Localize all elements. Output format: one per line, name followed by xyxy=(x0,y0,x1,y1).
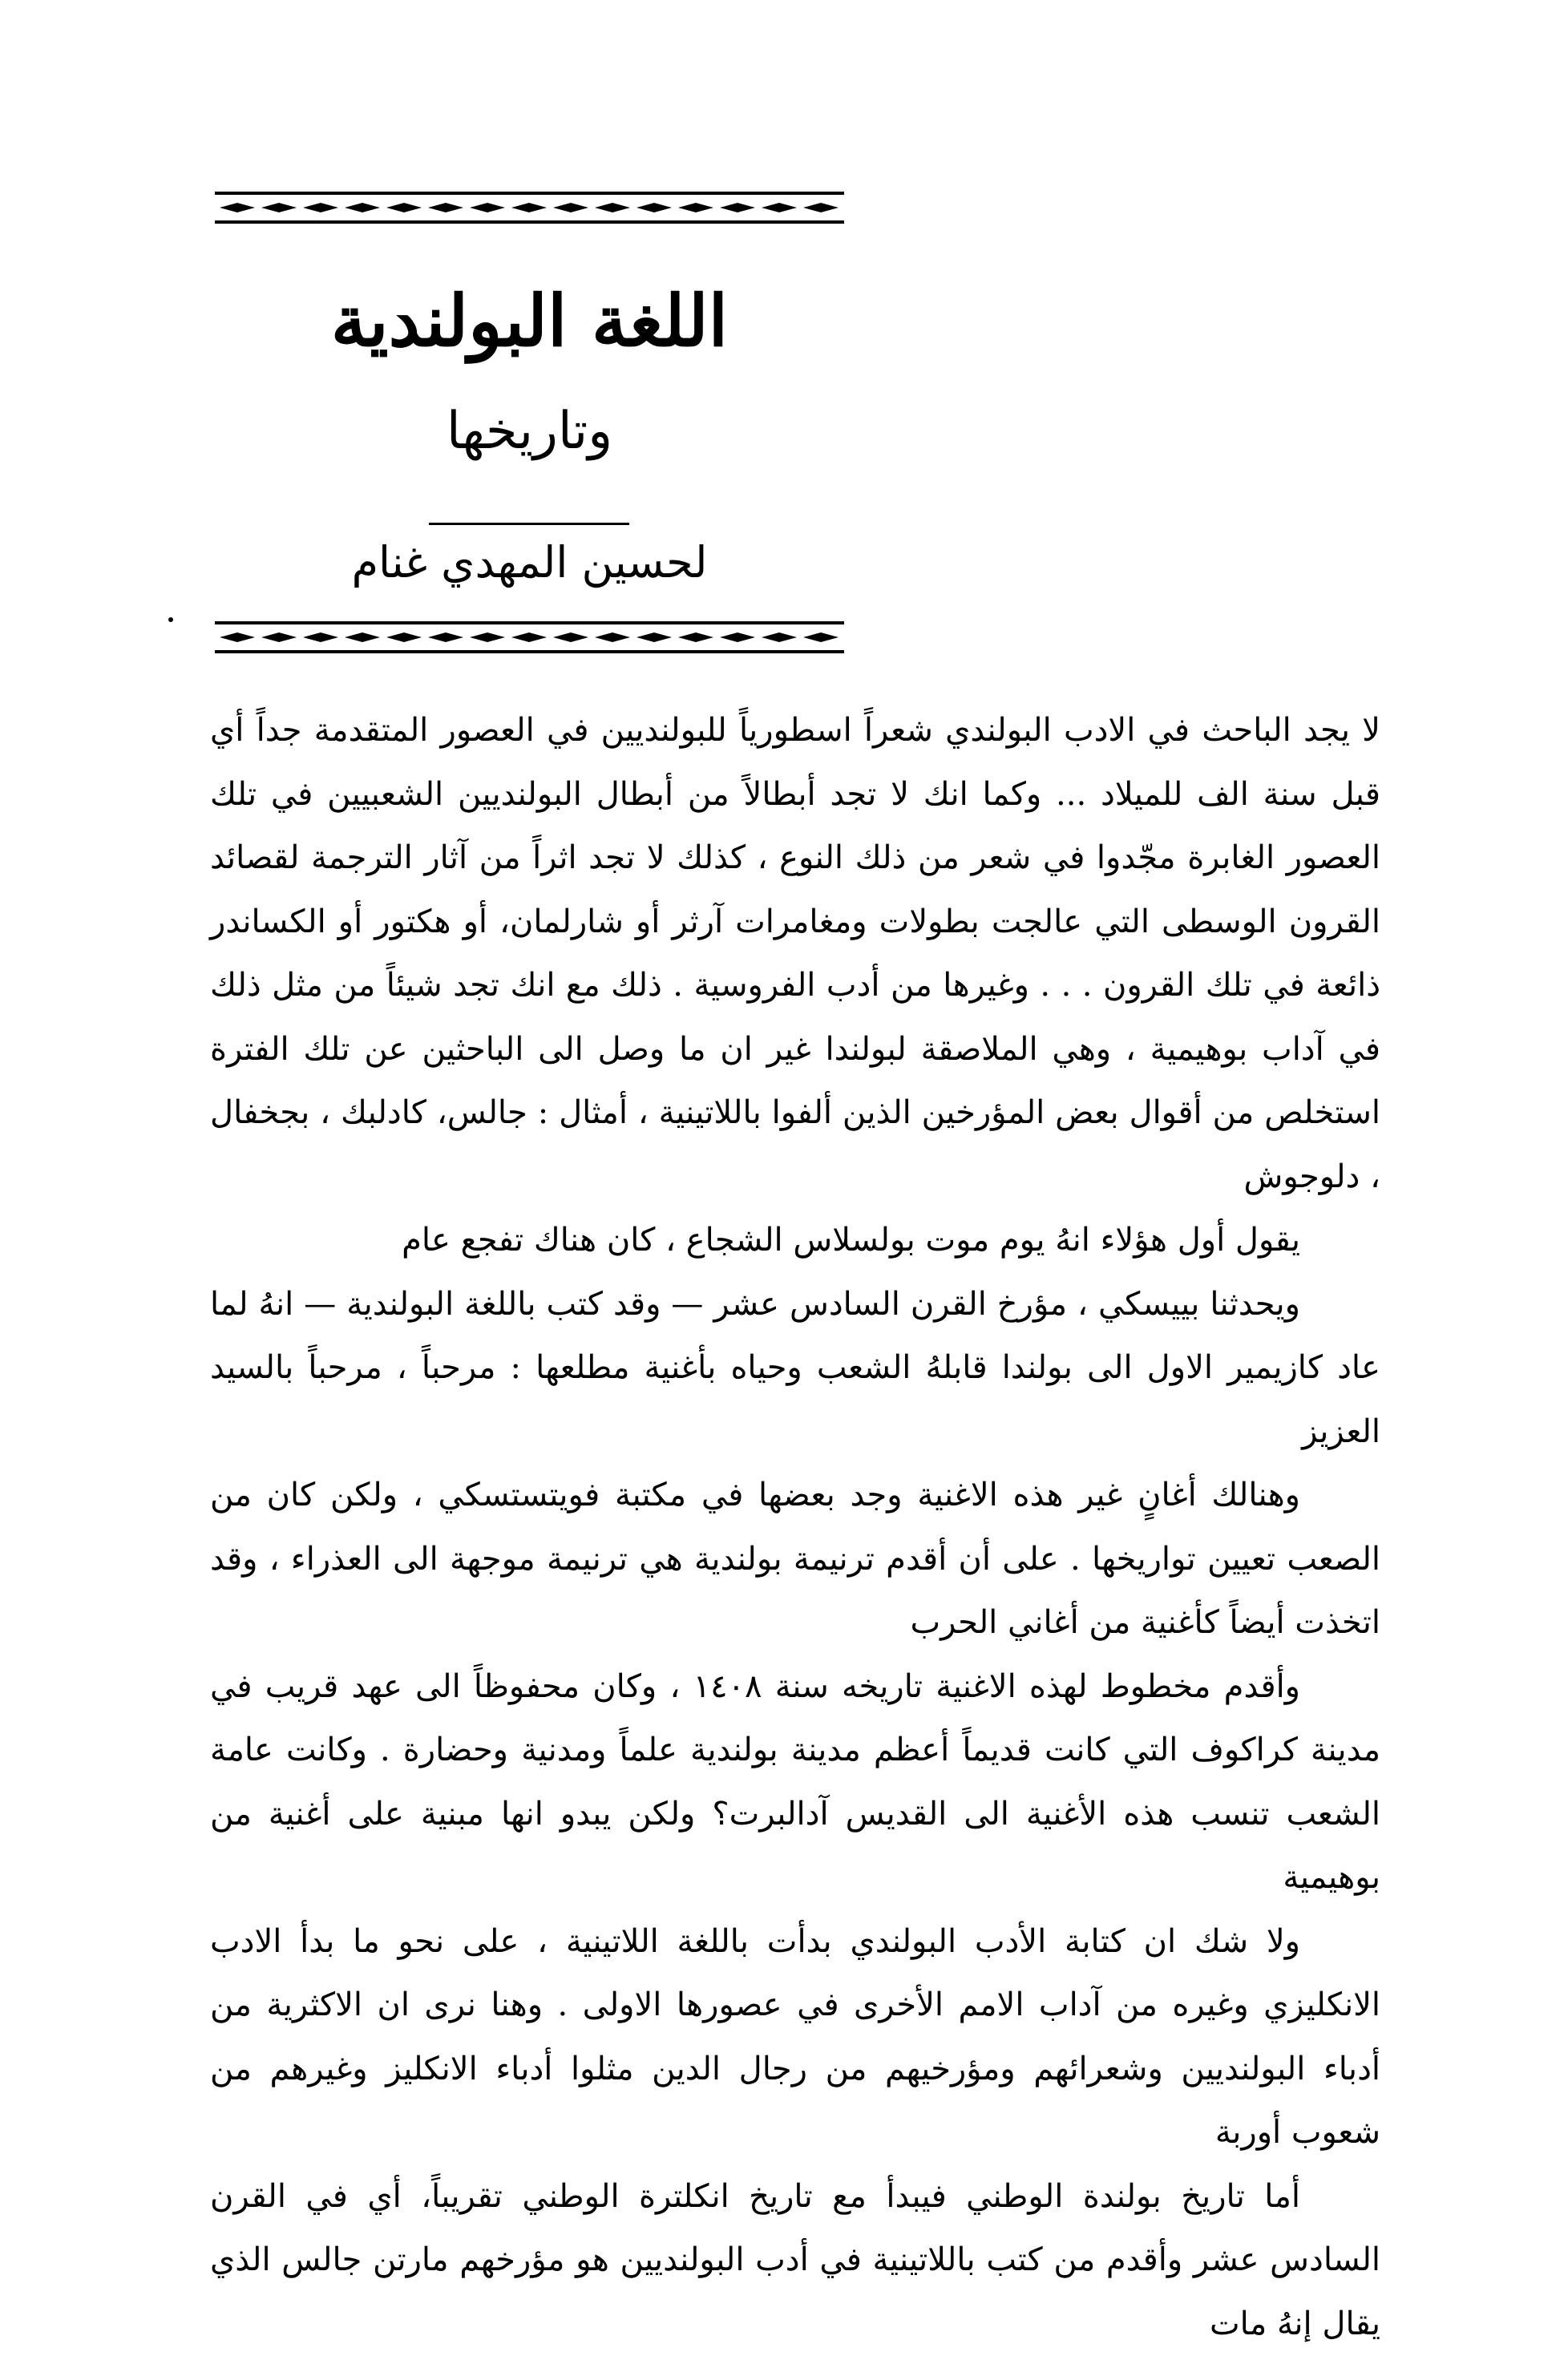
ornament-diamond xyxy=(470,203,505,212)
ornament-diamond xyxy=(345,632,380,642)
ornament-diamond xyxy=(428,632,463,642)
ornament-diamond xyxy=(595,632,630,642)
ornament-diamond xyxy=(762,632,797,642)
ornament-diamond xyxy=(720,632,755,642)
top-ornament-border xyxy=(215,189,844,226)
ornament-diamond xyxy=(511,632,547,642)
ornament-diamond xyxy=(386,203,422,212)
body-paragraph: ويحدثنا بييسكي ، مؤرخ القرن السادس عشر — وقد كتب باللغة البولندية — انهُ لما عاد كازيمير الاول الى بولندا قابلهُ الشعب وحياه بأغنية مطلعها : مرحباً ، مرحباً بالسيد العزيز xyxy=(210,1273,1380,1465)
ornament-diamond xyxy=(428,203,463,212)
body-paragraph: لا يجد الباحث في الادب البولندي شعراً اسطورياً للبولنديين في العصور المتقدمة جداً أي قبل سنة الف للميلاد ... وكما انك لا تجد أبطالاً من أبطال البولنديين الشعبيين في تلك العصور الغابرة مجّدوا في شعر من ذلك النوع ، كذلك لا تجد اثراً من آثار الترجمة لقصائد القرون الوسطى التي عالجت بطولات ومغامرات آرثر أو شارلمان، أو هكتور أو الكساندر ذائعة في تلك القرون . . . وغيرها من أدب الفروسية . ذلك مع انك تجد شيئاً من مثل ذلك في آداب بوهيمية ، وهي الملاصقة لبولندا غير ان ما وصل الى الباحثين عن تلك الفترة استخلص من أقوال بعض المؤرخين الذين ألفوا باللاتينية ، أمثال : جالس، كادلبك ، بجخفال ، دلوجوش xyxy=(210,699,1380,1209)
ornament-diamond xyxy=(220,632,255,642)
body-paragraph: وهنالك أغانٍ غير هذه الاغنية وجد بعضها في مكتبة فويتستسكي ، ولكن كان من الصعب تعيين تواريخها . على أن أقدم ترنيمة بولندية هي ترنيمة موجهة الى العذراء ، وقد اتخذت أيضاً كأغنية من أغاني الحرب xyxy=(210,1464,1380,1655)
ornament-diamond xyxy=(636,632,672,642)
ornament-diamond xyxy=(261,632,297,642)
article-subtitle: وتاريخها xyxy=(215,401,844,463)
ornament-diamond xyxy=(803,632,839,642)
ornament-diamond xyxy=(636,203,672,212)
author-byline: لحسين المهدي غنام xyxy=(215,537,844,589)
ornament-diamond xyxy=(345,203,380,212)
ornament-diamond xyxy=(511,203,547,212)
ornament-diamond xyxy=(678,203,713,212)
ornament-diamond xyxy=(762,203,797,212)
ornament-diamond xyxy=(720,203,755,212)
article-body xyxy=(210,699,1380,2356)
ornament-diamond xyxy=(261,203,297,212)
bottom-ornament-border xyxy=(215,619,844,656)
ornament-diamond xyxy=(553,632,588,642)
ornament-diamond xyxy=(303,632,338,642)
title-divider xyxy=(429,523,629,525)
ornament-diamond xyxy=(386,632,422,642)
speck-mark xyxy=(168,617,173,622)
ornament-diamond xyxy=(595,203,630,212)
ornament-diamond xyxy=(553,203,588,212)
ornament-diamond xyxy=(303,203,338,212)
body-paragraph: وأقدم مخطوط لهذه الاغنية تاريخه سنة ١٤٠٨ ، وكان محفوظاً الى عهد قريب في مدينة كراكوف التي كانت قديماً أعظم مدينة بولندية علماً ومدنية وحضارة . وكانت عامة الشعب تنسب هذه الأغنية الى القديس آدالبرت؟ ولكن يبدو انها مبنية على أغنية من بوهيمية xyxy=(210,1655,1380,1910)
body-paragraph: أما تاريخ بولندة الوطني فيبدأ مع تاريخ انكلترة الوطني تقريباً، أي في القرن السادس عشر وأقدم من كتب باللاتينية في أدب البولنديين هو مؤرخهم مارتن جالس الذي يقال إنهُ مات xyxy=(210,2165,1380,2356)
ornament-diamond xyxy=(678,632,713,642)
body-paragraph: يقول أول هؤلاء انهُ يوم موت بولسلاس الشجاع ، كان هناك تفجع عام xyxy=(210,1209,1380,1273)
ornament-diamond xyxy=(220,203,255,212)
article-title: اللغة البولندية xyxy=(215,281,844,362)
ornament-diamond xyxy=(470,632,505,642)
ornament-diamond xyxy=(803,203,839,212)
body-paragraph: ولا شك ان كتابة الأدب البولندي بدأت باللغة اللاتينية ، على نحو ما بدأ الادب الانكليزي وغيره من آداب الامم الأخرى في عصورها الاولى . وهنا نرى ان الاكثرية من أدباء البولنديين وشعرائهم ومؤرخيهم من رجال الدين مثلوا أدباء الانكليز وغيرهم من شعوب أوربة xyxy=(210,1910,1380,2165)
